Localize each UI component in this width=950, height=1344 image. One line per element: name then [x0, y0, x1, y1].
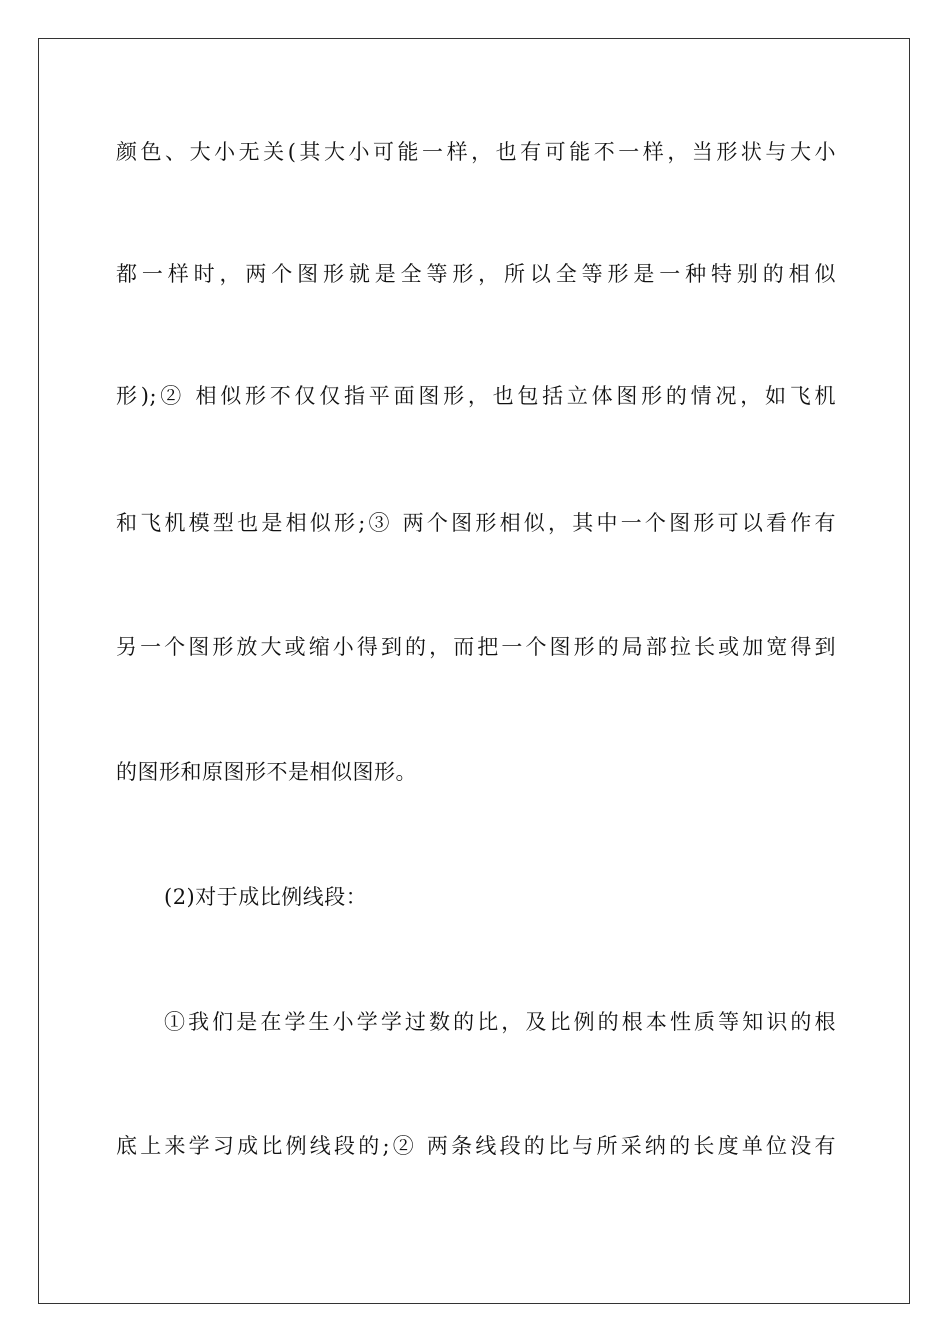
paragraph-line-1: 颜色、大小无关(其大小可能一样，也有可能不一样，当形状与大小	[116, 140, 836, 164]
paragraph-line-6: 的图形和原图形不是相似图形。	[116, 760, 417, 784]
paragraph-line-7: ①我们是在学生小学学过数的比，及比例的根本性质等知识的根	[164, 1010, 836, 1034]
paragraph-line-4: 和飞机模型也是相似形;③ 两个图形相似，其中一个图形可以看作有	[116, 511, 836, 535]
page-border	[38, 38, 910, 1304]
paragraph-line-8: 底上来学习成比例线段的;② 两条线段的比与所采纳的长度单位没有	[116, 1134, 836, 1158]
paragraph-line-2: 都一样时，两个图形就是全等形，所以全等形是一种特别的相似	[116, 262, 836, 286]
paragraph-line-5: 另一个图形放大或缩小得到的，而把一个图形的局部拉长或加宽得到	[116, 635, 836, 659]
paragraph-line-3: 形);② 相似形不仅仅指平面图形，也包括立体图形的情况，如飞机	[116, 384, 836, 408]
section-heading: (2)对于成比例线段：	[164, 885, 368, 909]
